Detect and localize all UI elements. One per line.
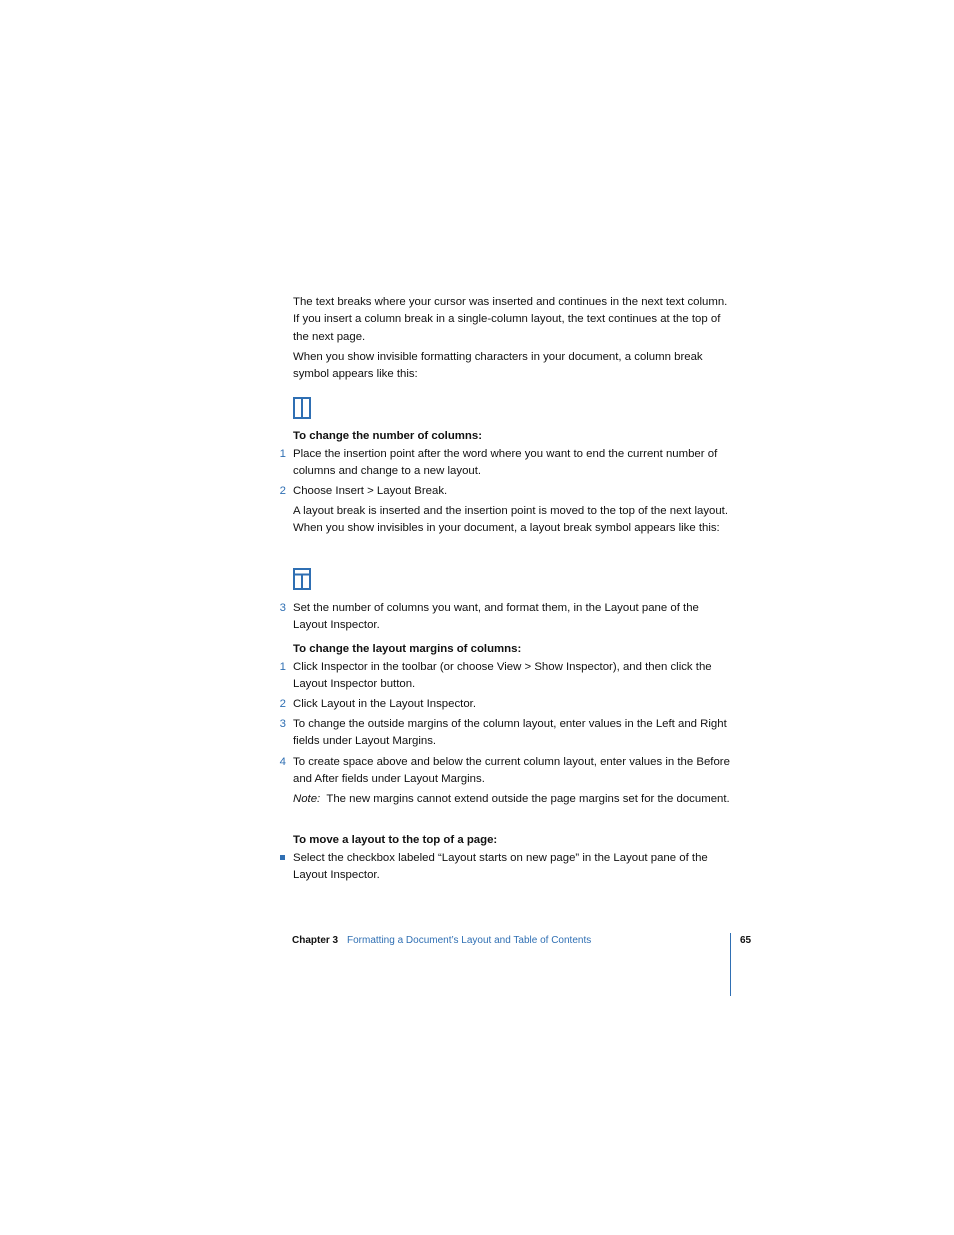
section2-step-4-number: 4 bbox=[279, 756, 286, 768]
section2-step-3: To change the outside margins of the column layout, enter values in the Left and Right fields under Layout Margins. bbox=[293, 718, 727, 748]
note-text: The new margins cannot extend outside the page margins set for the document. bbox=[326, 793, 730, 805]
intro-paragraph-1: The text breaks where your cursor was inserted and continues in the next text column. If you insert a column break in a single-column layout, the text continues at the top of the next page. bbox=[293, 296, 728, 343]
section1-step-1-number: 1 bbox=[279, 448, 286, 460]
section2-step-1-number: 1 bbox=[279, 661, 286, 673]
footer-divider bbox=[730, 933, 731, 996]
footer-chapter-label: Chapter 3 bbox=[292, 935, 339, 946]
column-break-symbol-icon bbox=[293, 397, 311, 419]
section1-step-3-number: 3 bbox=[279, 602, 286, 614]
section1-step-2: Choose Insert > Layout Break. bbox=[293, 485, 448, 497]
section3-bullet-item: Select the checkbox labeled “Layout starts on new page” in the Layout pane of the Layout Inspector. bbox=[293, 852, 708, 882]
layout-break-symbol-icon bbox=[293, 568, 311, 590]
section1-step-2-number: 2 bbox=[279, 485, 286, 497]
section2-step-2: Click Layout in the Layout Inspector. bbox=[293, 698, 476, 710]
section2-note bbox=[293, 791, 733, 808]
footer-chapter-title: Formatting a Document’s Layout and Table of Contents bbox=[347, 935, 592, 946]
section2-heading: To change the layout margins of columns: bbox=[293, 643, 522, 655]
section1-step-3: Set the number of columns you want, and format them, in the Layout pane of the Layout Inspector. bbox=[293, 602, 699, 632]
section1-heading: To change the number of columns: bbox=[293, 430, 483, 442]
footer-page-number: 65 bbox=[740, 935, 752, 946]
intro-paragraph-2: When you show invisible formatting characters in your document, a column break symbol appears like this: bbox=[293, 351, 703, 381]
note-label: Note: bbox=[293, 793, 321, 805]
section2-step-1: Click Inspector in the toolbar (or choose View > Show Inspector), and then click the Layout Inspector button. bbox=[293, 661, 712, 691]
section3-heading: To move a layout to the top of a page: bbox=[293, 834, 498, 846]
section2-step-2-number: 2 bbox=[279, 698, 286, 710]
section1-step-1: Place the insertion point after the word where you want to end the current number of columns and change to a new layout. bbox=[293, 448, 718, 478]
bullet-square-icon bbox=[280, 855, 285, 860]
section2-step-4: To create space above and below the current column layout, enter values in the Before and After fields under Layout Margins. bbox=[293, 756, 730, 786]
section2-step-3-number: 3 bbox=[279, 718, 286, 730]
section1-step-2-detail: A layout break is inserted and the insertion point is moved to the top of the next layout. When you show invisibles in your document, a layout break symbol appears like this: bbox=[293, 505, 729, 535]
